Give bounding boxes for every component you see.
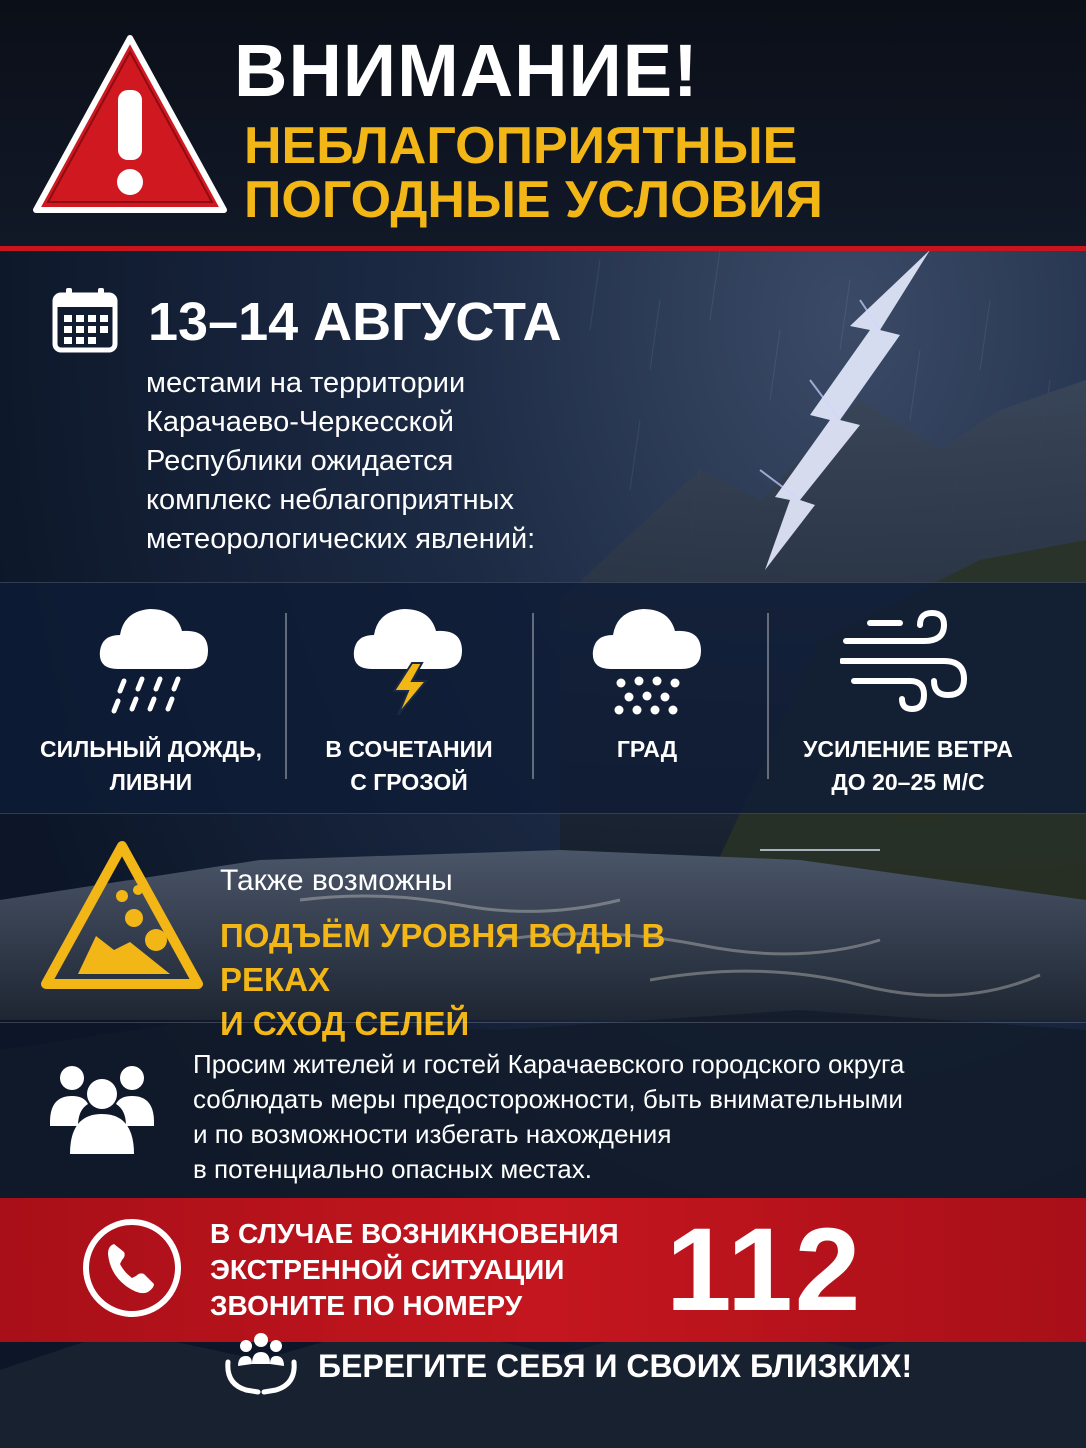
phenomenon-thunderstorm [288,583,530,813]
warning-description: местами на территории Карачаево-Черкесской Республики ожидается комплекс неблагоприятных метеорологических явлений: [146,367,536,555]
emergency-text: В СЛУЧАЕ ВОЗНИКНОВЕНИЯ ЭКСТРЕННОЙ СИТУАЦИИ ЗВОНИТЕ ПО НОМЕРУ [210,1218,619,1321]
footer-slogan: БЕРЕГИТЕ СЕБЯ И СВОИХ БЛИЗКИХ! [318,1348,913,1384]
phenomenon-label: СИЛЬНЫЙ ДОЖДЬ, ЛИВНИ [40,736,262,795]
phenomenon-wind [770,583,1046,813]
people-group-icon [48,1056,156,1156]
warning-intro: Также возможны [220,864,453,897]
rockfall-warning-icon [38,838,206,994]
warning-highlight: ПОДЪЁМ УРОВНЯ ВОДЫ В РЕКАХ И СХОД СЕЛЕЙ [220,917,666,1042]
warning-date: 13–14 АВГУСТА [148,292,562,352]
hail-cloud-icon [589,599,705,717]
header [0,0,1086,246]
warning-triangle-icon [30,32,230,218]
page-title: ВНИМАНИЕ! [234,29,699,112]
phenomenon-label: ГРАД [616,736,678,762]
care-hands-icon [222,1328,300,1400]
emergency-banner [0,1198,1086,1342]
rain-cloud-icon [96,599,212,717]
phenomena-strip [0,582,1086,814]
phenomenon-label: УСИЛЕНИЕ ВЕТРА ДО 20–25 М/С [803,736,1013,795]
calendar-icon [52,287,118,353]
subtitle-line-1: НЕБЛАГОПРИЯТНЫЕ [244,117,798,175]
strip-divider [532,613,534,779]
phenomenon-hail [535,583,759,813]
section-divider [0,1022,1086,1023]
header-divider [0,246,1086,251]
strip-divider [285,613,287,779]
wind-icon [840,609,970,719]
thunderstorm-cloud-icon [350,599,466,717]
strip-divider [767,613,769,779]
subtitle-line-2: ПОГОДНЫЕ УСЛОВИЯ [244,171,823,229]
phenomenon-heavy-rain [20,583,282,813]
phenomenon-label: В СОЧЕТАНИИ С ГРОЗОЙ [325,736,493,795]
phone-icon [80,1216,184,1320]
request-text: Просим жителей и гостей Карачаевского городского округа соблюдать меры предосторожности, быть внимательными и по возможности избегать нахождения в потенциально опасных местах. [193,1049,905,1184]
emergency-number[interactable]: 112 [666,1204,863,1336]
